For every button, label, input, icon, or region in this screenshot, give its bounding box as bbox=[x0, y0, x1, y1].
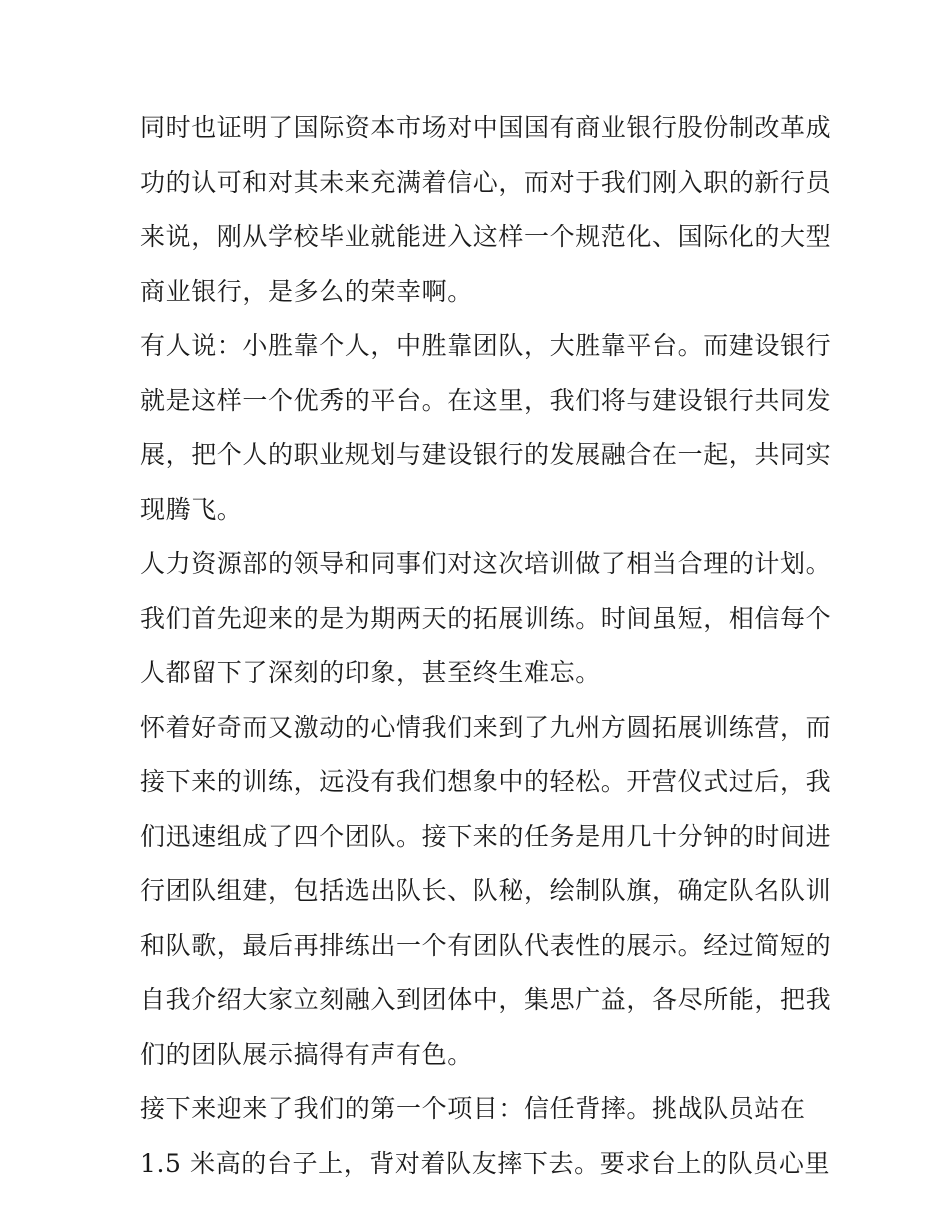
text-line: 来说，刚从学校毕业就能进入这样一个规范化、国际化的大型 bbox=[140, 222, 832, 251]
text-line: 就是这样一个优秀的平台。在这里，我们将与建设银行共同发 bbox=[140, 385, 832, 415]
text-line: 接下来的训练，远没有我们想象中的轻松。开营仪式过后，我 bbox=[140, 767, 832, 796]
text-line: 们的团队展示搞得有声有色。 bbox=[140, 1039, 473, 1069]
text-line: 和队歌，最后再排练出一个有团队代表性的展示。经过简短的 bbox=[140, 930, 832, 960]
text-line: 人力资源部的领导和同事们对这次培训做了相当合理的计划。 bbox=[140, 549, 832, 578]
paragraph bbox=[140, 701, 832, 1083]
text-line: 人都留下了深刻的印象，甚至终生难忘。 bbox=[140, 658, 601, 687]
text-line: 展，把个人的职业规划与建设银行的发展融合在一起，共同实 bbox=[140, 440, 832, 469]
paragraph bbox=[140, 1082, 831, 1191]
text-line: 商业银行，是多么的荣幸啊。 bbox=[140, 276, 473, 306]
paragraph bbox=[140, 319, 832, 537]
text-line: 们迅速组成了四个团队。接下来的任务是用几十分钟的时间进 bbox=[140, 821, 832, 851]
text-line: 怀着好奇而又激动的心情我们来到了九州方圆拓展训练营，而 bbox=[140, 712, 832, 742]
document-body bbox=[140, 101, 832, 1191]
paragraph bbox=[140, 537, 832, 701]
text-line: 行团队组建，包括选出队长、队秘，绘制队旗，确定队名队训 bbox=[140, 876, 832, 905]
text-line: 自我介绍大家立刻融入到团体中，集思广益，各尽所能，把我 bbox=[140, 985, 832, 1014]
paragraph bbox=[140, 101, 832, 319]
text-line: 现腾飞。 bbox=[140, 494, 243, 524]
text-line: 1.5 米高的台子上，背对着队友摔下去。要求台上的队员心里 bbox=[140, 1148, 831, 1178]
text-line: 有人说：小胜靠个人，中胜靠团队，大胜靠平台。而建设银行 bbox=[140, 331, 832, 360]
text-line: 接下来迎来了我们的第一个项目：信任背摔。挑战队员站在 bbox=[140, 1094, 806, 1123]
text-line: 功的认可和对其未来充满着信心，而对于我们刚入职的新行员 bbox=[140, 167, 832, 197]
text-line: 同时也证明了国际资本市场对中国国有商业银行股份制改革成 bbox=[140, 113, 832, 142]
text-line: 我们首先迎来的是为期两天的拓展训练。时间虽短，相信每个 bbox=[140, 603, 832, 633]
